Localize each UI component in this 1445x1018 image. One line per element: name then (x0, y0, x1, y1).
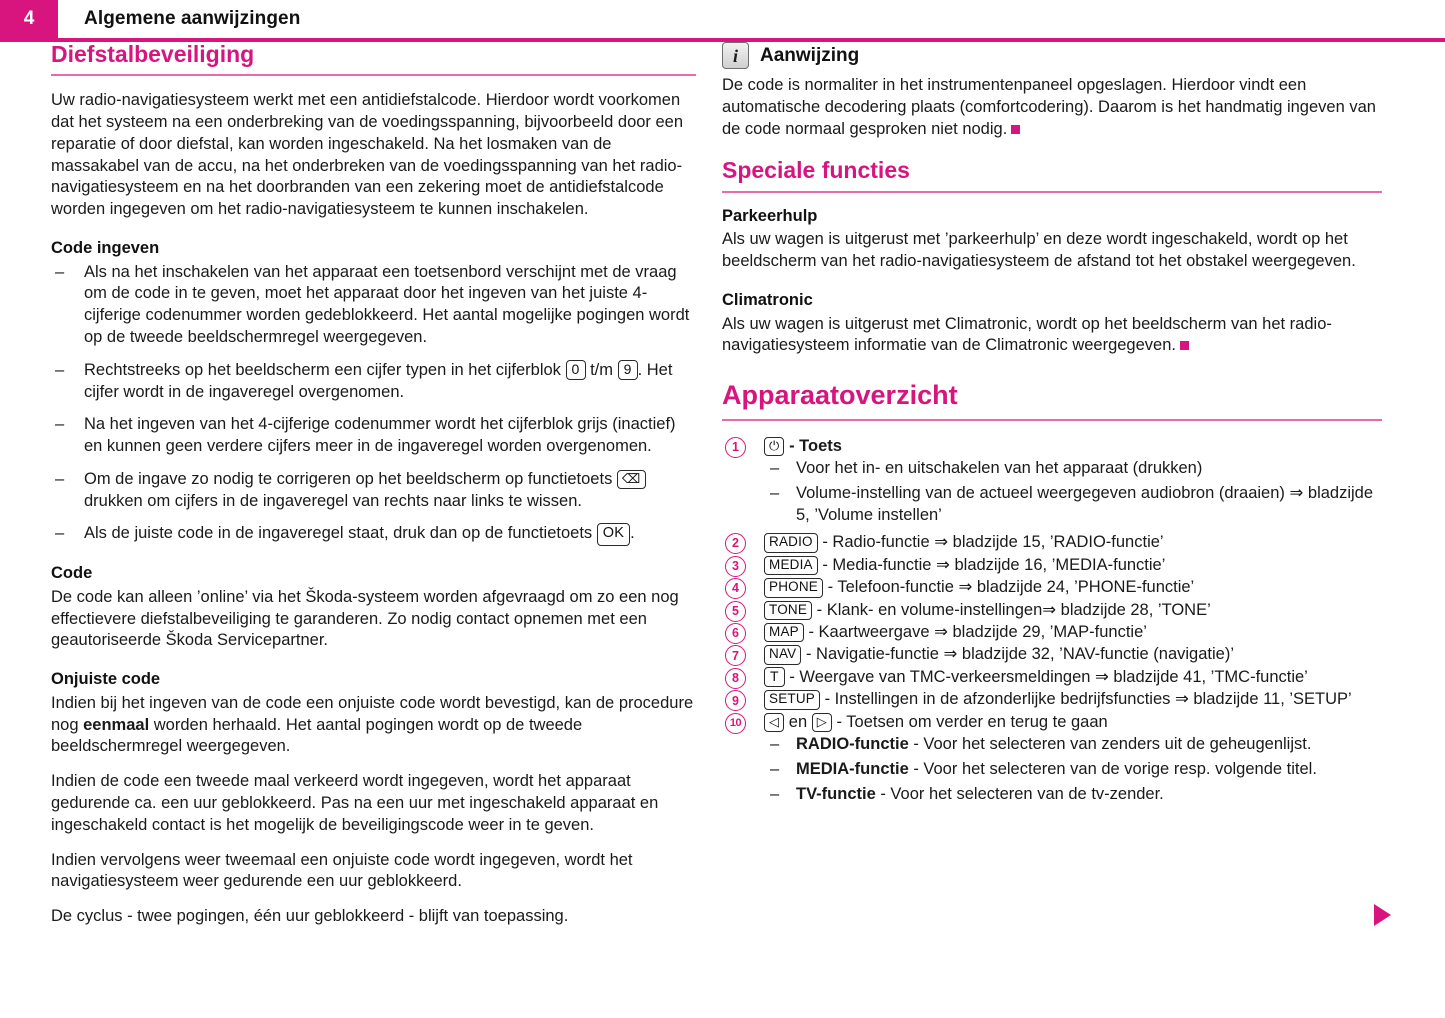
section-heading-apparaatoverzicht: Apparaatoverzicht (722, 381, 1382, 421)
dash-bullet-icon: – (55, 360, 65, 379)
callout-number-6: 6 (725, 623, 746, 644)
page-body (0, 42, 1445, 1018)
text-run: - Toetsen om verder en terug te gaan (831, 712, 1108, 731)
device-overview-item-label (764, 645, 1234, 663)
callout-number-3: 3 (725, 556, 746, 577)
key-setup[interactable]: SETUP (764, 690, 820, 709)
backspace-key-icon[interactable]: ⌫ (617, 470, 646, 489)
text-run: Volume-instelling van de actueel weergegeven audiobron (draaien) ⇒ bladzijde 5, ’Volume instellen’ (796, 484, 1374, 525)
list-item (764, 458, 1382, 480)
device-overview-item (722, 666, 1382, 688)
key-radio[interactable]: RADIO (764, 533, 818, 552)
text-run: - Media-functie ⇒ bladzijde 16, ’MEDIA-functie’ (817, 555, 1166, 574)
list-item (51, 262, 696, 349)
dash-bullet-icon: – (770, 459, 780, 478)
left-column (51, 42, 696, 941)
code-paragraph: De code kan alleen ’online’ via het Škoda-systeem worden afgevraagd om zo een nog effectievere diefstalbeveiliging te garanderen. Zo nodig contact opnemen met een geautoriseerde Škoda Servicepartner. (51, 587, 679, 650)
emphasis-text: - Toets (784, 436, 842, 455)
parkeerhulp-body: Als uw wagen is uitgerust met ’parkeerhulp’ en deze wordt ingeschakeld, wordt op het beeldscherm van het radio-navigatiesysteem de afstand tot het obstakel weergegeven. (722, 230, 1356, 271)
device-overview-item (722, 599, 1382, 621)
text-run: - Telefoon-functie ⇒ bladzijde 24, ’PHONE-functie’ (823, 578, 1195, 597)
key-nav[interactable]: NAV (764, 645, 801, 664)
text-run: drukken om cijfers in de ingaveregel van rechts naar links te wissen. (84, 491, 582, 510)
key-9[interactable]: 9 (618, 360, 638, 380)
text-run: t/m (585, 360, 618, 379)
list-item (764, 734, 1382, 756)
callout-number-7: 7 (725, 645, 746, 666)
callout-number-9: 9 (725, 690, 746, 711)
callout-number-4: 4 (725, 578, 746, 599)
text-run: en (784, 712, 812, 731)
text-run: Rechtstreeks op het beeldscherm een cijfer typen in het cijferblok (84, 360, 566, 379)
subheading-climatronic: Climatronic (722, 290, 813, 309)
info-icon: i (722, 42, 749, 69)
device-overview-item-label (764, 556, 1165, 574)
callout-number-5: 5 (725, 601, 746, 622)
device-overview-item (722, 531, 1382, 553)
device-overview-item-label (764, 668, 1308, 686)
key-0[interactable]: 0 (566, 360, 586, 380)
page-number: 4 (23, 8, 35, 29)
key-phone[interactable]: PHONE (764, 578, 823, 597)
dash-bullet-icon: – (55, 469, 65, 488)
climatronic-body-text: Als uw wagen is uitgerust met Climatronic, wordt op het beeldscherm van het radio-navigatiesysteem informatie van de Climatronic weergegeven. (722, 314, 1332, 355)
callout-number-2: 2 (725, 533, 746, 554)
text-run: Voor het in- en uitschakelen van het apparaat (drukken) (796, 459, 1203, 478)
climatronic-body (722, 314, 1382, 358)
apparaatoverzicht-list (722, 435, 1382, 806)
device-overview-item-label (764, 601, 1211, 619)
end-marker-icon (1011, 125, 1020, 134)
text-run: . Het cijfer wordt in de ingaveregel overgenomen. (84, 360, 673, 401)
callout-number-1: 1 (725, 437, 746, 458)
subheading-parkeerhulp: Parkeerhulp (722, 206, 818, 225)
arrow-left-key-icon[interactable]: ◁ (764, 713, 784, 732)
list-item (51, 469, 696, 513)
subheading-code-ingeven: Code ingeven (51, 238, 160, 257)
dash-bullet-icon: – (770, 760, 780, 779)
dash-bullet-icon: – (55, 415, 65, 434)
right-column (722, 42, 1382, 810)
text-run: - Kaartweergave ⇒ bladzijde 29, ’MAP-functie’ (803, 622, 1147, 641)
next-page-triangle-icon[interactable] (1374, 904, 1391, 926)
text-run: . (630, 524, 635, 543)
emphasis-text: MEDIA-functie (796, 760, 909, 779)
subheading-onjuiste-code: Onjuiste code (51, 670, 161, 689)
device-overview-item (722, 643, 1382, 665)
onjuiste-code-paragraph-3: Indien vervolgens weer tweemaal een onjuiste code wordt ingegeven, wordt het navigatiesysteem weer gedurende een uur geblokkeerd. (51, 850, 633, 891)
text-run: - Voor het selecteren van de tv-zender. (875, 785, 1164, 803)
key-map[interactable]: MAP (764, 623, 804, 642)
onjuiste-code-paragraph-1 (51, 693, 696, 758)
dash-bullet-icon: – (55, 262, 65, 281)
note-title: Aanwijzing (760, 44, 860, 66)
note-body (722, 75, 1382, 140)
subheading-code: Code (51, 564, 93, 583)
device-overview-item-label (764, 578, 1194, 596)
onjuiste-code-paragraph-4: De cyclus - twee pogingen, één uur geblokkeerd - blijft van toepassing. (51, 907, 569, 926)
dash-bullet-icon: – (770, 484, 780, 503)
list-item (764, 759, 1382, 781)
emphasis-text: RADIO-functie (796, 735, 909, 754)
power-key-icon[interactable]: ⏻ (764, 437, 784, 456)
callout-number-8: 8 (725, 668, 746, 689)
page-header (0, 0, 1445, 38)
device-overview-item-label (764, 713, 1108, 731)
text-run: Na het ingeven van het 4-cijferige codenummer wordt het cijferblok grijs (inactief) en kunnen geen verdere cijfers meer in de ingaveregel worden overgenomen. (84, 415, 676, 456)
onjuiste-code-p1-before: Indien bij het ingeven van de code een onjuiste code wordt bevestigd, kan de procedure nog (51, 693, 694, 734)
text-run: Om de ingave zo nodig te corrigeren op het beeldscherm op functietoets (84, 469, 617, 488)
text-run: - Weergave van TMC-verkeersmeldingen ⇒ bladzijde 41, ’TMC-functie’ (784, 667, 1308, 686)
note-body-text: De code is normaliter in het instrumentenpaneel opgeslagen. Hierdoor vindt een automatische decodering plaats (comfortcodering). Daarom is het handmatig ingeven van de code normaal gesproken niet nodig. (722, 76, 1376, 138)
dash-bullet-icon: – (770, 785, 780, 803)
key-ok[interactable]: OK (597, 523, 630, 546)
device-overview-item-label (764, 437, 842, 455)
device-overview-item (722, 621, 1382, 643)
device-overview-item-label (764, 623, 1147, 641)
emphasis-text: TV-functie (796, 785, 876, 803)
callout-number-10: 10 (725, 713, 746, 734)
device-overview-item (722, 435, 1382, 527)
text-run: - Voor het selecteren van zenders uit de geheugenlijst. (908, 735, 1312, 754)
text-run: - Navigatie-functie ⇒ bladzijde 32, ’NAV-functie (navigatie)’ (801, 645, 1235, 664)
device-overview-item (722, 711, 1382, 806)
text-run: Als de juiste code in de ingaveregel staat, druk dan op de functietoets (84, 524, 597, 543)
section-heading-speciale-functies: Speciale functies (722, 158, 1382, 192)
page-title: Algemene aanwijzingen (84, 8, 301, 29)
key-t[interactable]: T (764, 667, 785, 687)
section-heading-diefstalbeveiliging: Diefstalbeveiliging (51, 42, 696, 76)
onjuiste-code-paragraph-2: Indien de code een tweede maal verkeerd wordt ingegeven, wordt het apparaat gedurende ca. een uur geblokkeerd. Pas na een uur met ingeschakeld apparaat en ingeschakeld contact is het mogelijk de beveiligingscode weer in te geven. (51, 772, 659, 834)
dash-bullet-icon: – (55, 524, 65, 543)
note-header (722, 42, 1382, 69)
code-ingeven-list (51, 262, 696, 546)
onjuiste-code-p1-after: worden herhaald. Het aantal pogingen wordt op de tweede beeldschermregel weergegeven. (51, 715, 583, 756)
device-overview-subitems (764, 734, 1382, 806)
list-item (51, 414, 696, 458)
arrow-right-key-icon[interactable]: ▷ (812, 713, 832, 732)
text-run: - Klank- en volume-instellingen⇒ bladzijde 28, ’TONE’ (812, 600, 1211, 619)
list-item (764, 784, 1382, 806)
end-marker-icon (1180, 341, 1189, 350)
device-overview-item-label (764, 690, 1352, 708)
onjuiste-code-p1-bold: eenmaal (83, 715, 150, 734)
device-overview-item (722, 688, 1382, 710)
text-run: - Instellingen in de afzonderlijke bedrijfsfuncties ⇒ bladzijde 11, ’SETUP’ (820, 690, 1352, 709)
list-item (51, 360, 696, 404)
device-overview-item (722, 576, 1382, 598)
list-item (764, 483, 1382, 527)
device-overview-item (722, 554, 1382, 576)
intro-paragraph: Uw radio-navigatiesysteem werkt met een antidiefstalcode. Hierdoor wordt voorkomen dat het systeem na een onderbreking van de voedingsspanning, bijvoorbeeld door een reparatie of door diefstal, kan worden ingeschakeld. Na het losmaken van de massakabel van de accu, na het onderbreken van de voedingsspanning van het radio-navigatiesysteem en na het doorbranden van een zekering moet de antidiefstalcode worden ingegeven om het radio-navigatiesysteem te kunnen inschakelen. (51, 91, 684, 219)
list-item (51, 523, 696, 546)
text-run: - Voor het selecteren van de vorige resp. volgende titel. (908, 760, 1317, 779)
text-run: Als na het inschakelen van het apparaat een toetsenbord verschijnt met de vraag om de code in te geven, moet het apparaat door het ingeven van het juiste 4-cijferige codenummer worden gedeblokkeerd. Het aantal mogelijke pogingen wordt op de tweede beeldschermregel weergegeven. (84, 262, 690, 346)
key-media[interactable]: MEDIA (764, 556, 818, 575)
device-overview-item-label (764, 533, 1164, 551)
dash-bullet-icon: – (770, 735, 780, 754)
key-tone[interactable]: TONE (764, 601, 812, 620)
device-overview-subitems (764, 458, 1382, 527)
text-run: - Radio-functie ⇒ bladzijde 15, ’RADIO-functie’ (817, 533, 1164, 552)
